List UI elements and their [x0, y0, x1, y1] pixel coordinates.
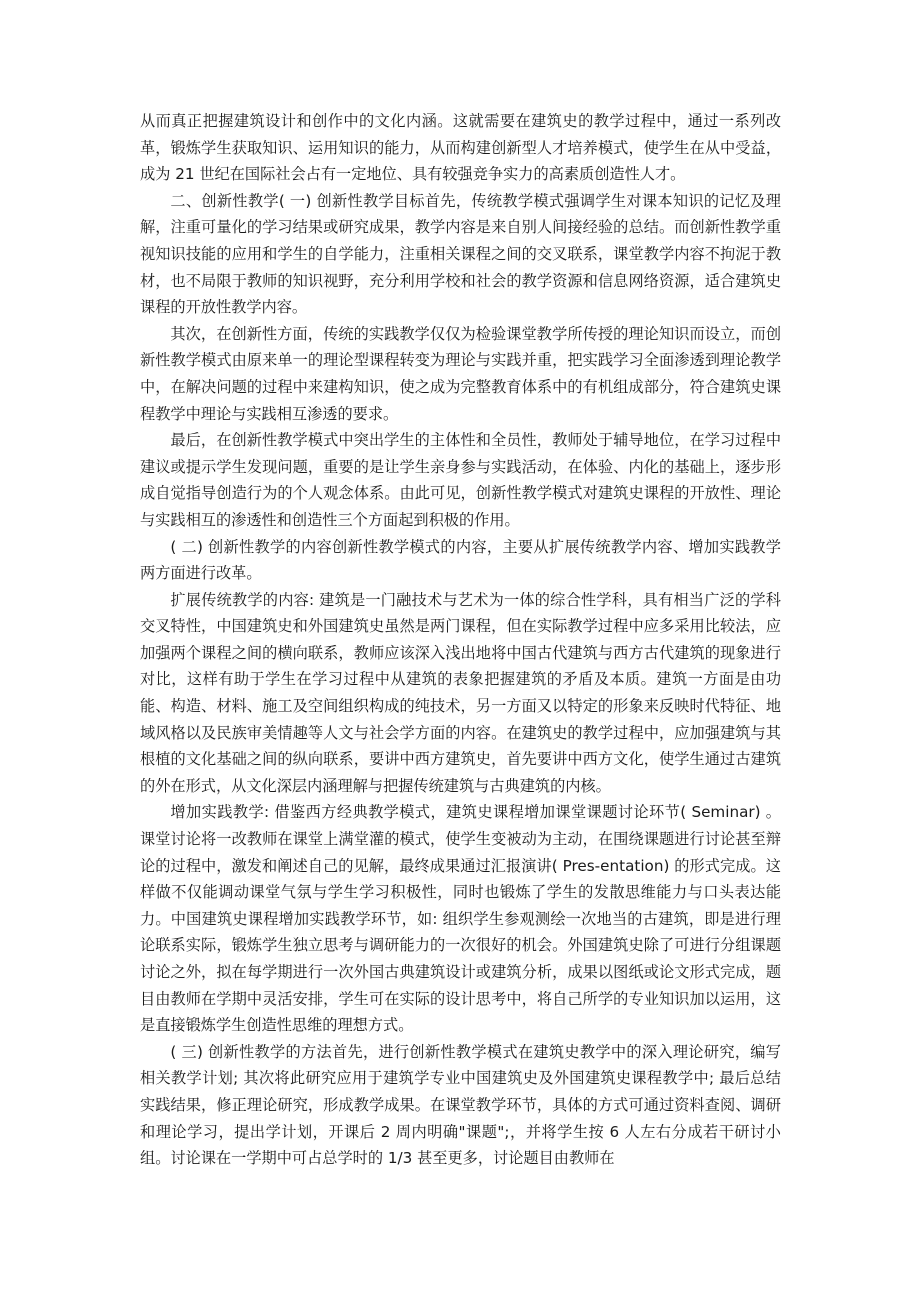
paragraph-practice: 其次，在创新性方面，传统的实践教学仅仅为检验课堂教学所传授的理论知识而设立，而创新性教学模式由原来单一的理论型课程转变为理论与实践并重，把实践学习全面渗透到理论教学中，在解决问题的过程中来建构知识，使之成为完整教育体系中的有机组成部分，符合建筑史课程教学中理论与实践相互渗透的要求。: [140, 324, 781, 423]
paragraph-teaching-method: ( 三) 创新性教学的方法首先，进行创新性教学模式在建筑史教学中的深入理论研究，编写相关教学计划; 其次将此研究应用于建筑学专业中国建筑史及外国建筑史课程教学中; 最后总结实践结果，修正理论研究，形成教学成果。在课堂教学环节，具体的方式可通过资料查阅、调研和理论学习，提出学计划，开课后 2 周内明确"课题";，并将学生按 6 人左右分成若干研讨小组。讨论课在一学期中可占总学时的 1/3 甚至更多，讨论题目由教师在: [140, 1042, 781, 1168]
paragraph-student-subject: 最后，在创新性教学模式中突出学生的主体性和全员性，教师处于辅导地位，在学习过程中建议或提示学生发现问题，重要的是让学生亲身参与实践活动，在体验、内化的基础上，逐步形成自觉指导创造行为的个人观念体系。由此可见，创新性教学模式对建筑史课程的开放性、理论与实践相互的渗透性和创造性三个方面起到积极的作用。: [140, 431, 781, 529]
paragraph-innovative-teaching-goals: 二、创新性教学( 一) 创新性教学目标首先，传统教学模式强调学生对课本知识的记忆及理解，注重可量化的学习结果或研究成果，教学内容是来自别人间接经验的总结。而创新性教学重视知识技能的应用和学生的自学能力，注重相关课程之间的交叉联系，课堂教学内容不拘泥于教材，也不局限于教师的知识视野，充分利用学校和社会的教学资源和信息网络资源，适合建筑史课程的开放性教学内容。: [140, 191, 781, 317]
paragraph-add-practice: 增加实践教学: 借鉴西方经典教学模式，建筑史课程增加课堂课题讨论环节( Seminar) 。课堂讨论将一改教师在课堂上满堂灌的模式，使学生变被动为主动，在围绕课题进行讨论甚至辩论的过程中，激发和阐述自己的见解，最终成果通过汇报演讲( Pres-entation) 的形式完成。这样做不仅能调动课堂气氛与学生学习积极性，同时也锻炼了学生的发散思维能力与口头表达能力。中国建筑史课程增加实践教学环节，如: 组织学生参观测绘一次地当的古建筑，即是进行理论联系实际，锻炼学生独立思考与调研能力的一次很好的机会。外国建筑史除了可进行分组课题讨论之外，拟在每学期进行一次外国古典建筑设计或建筑分析，成果以图纸或论文形式完成，题目由教师在学期中灵活安排，学生可在实际的设计思考中，将自己所学的专业知识加以运用，这是直接锻炼学生创造性思维的理想方式。: [140, 803, 781, 1035]
paragraph-intro: 从而真正把握建筑设计和创作中的文化内涵。这就需要在建筑史的教学过程中，通过一系列改革，锻炼学生获取知识、运用知识的能力，从而构建创新型人才培养模式，使学生在从中受益，成为 21 世纪在国际社会占有一定地位、具有较强竞争实力的高素质创造性人才。: [140, 112, 781, 184]
document-body: [140, 108, 781, 1172]
paragraph-extend-traditional: 扩展传统教学的内容: 建筑是一门融技术与艺术为一体的综合性学科，具有相当广泛的学科交叉特性，中国建筑史和外国建筑史虽然是两门课程，但在实际教学过程中应多采用比较法，应加强两个课程之间的横向联系，教师应该深入浅出地将中国古代建筑与西方古代建筑的现象进行对比，这样有助于学生在学习过程中从建筑的表象把握建筑的矛盾及本质。建筑一方面是由功能、构造、材料、施工及空间组织构成的纯技术，另一方面又以特定的形象来反映时代特征、地域风格以及民族审美情趣等人文与社会学方面的内容。在建筑史的教学过程中，应加强建筑与其根植的文化基础之间的纵向联系，要讲中西方建筑史，首先要讲中西方文化，使学生通过古建筑的外在形式，从文化深层内涵理解与把握传统建筑与古典建筑的内核。: [140, 590, 781, 795]
paragraph-teaching-content: ( 二) 创新性教学的内容创新性教学模式的内容，主要从扩展传统教学内容、增加实践教学两方面进行改革。: [140, 537, 781, 583]
